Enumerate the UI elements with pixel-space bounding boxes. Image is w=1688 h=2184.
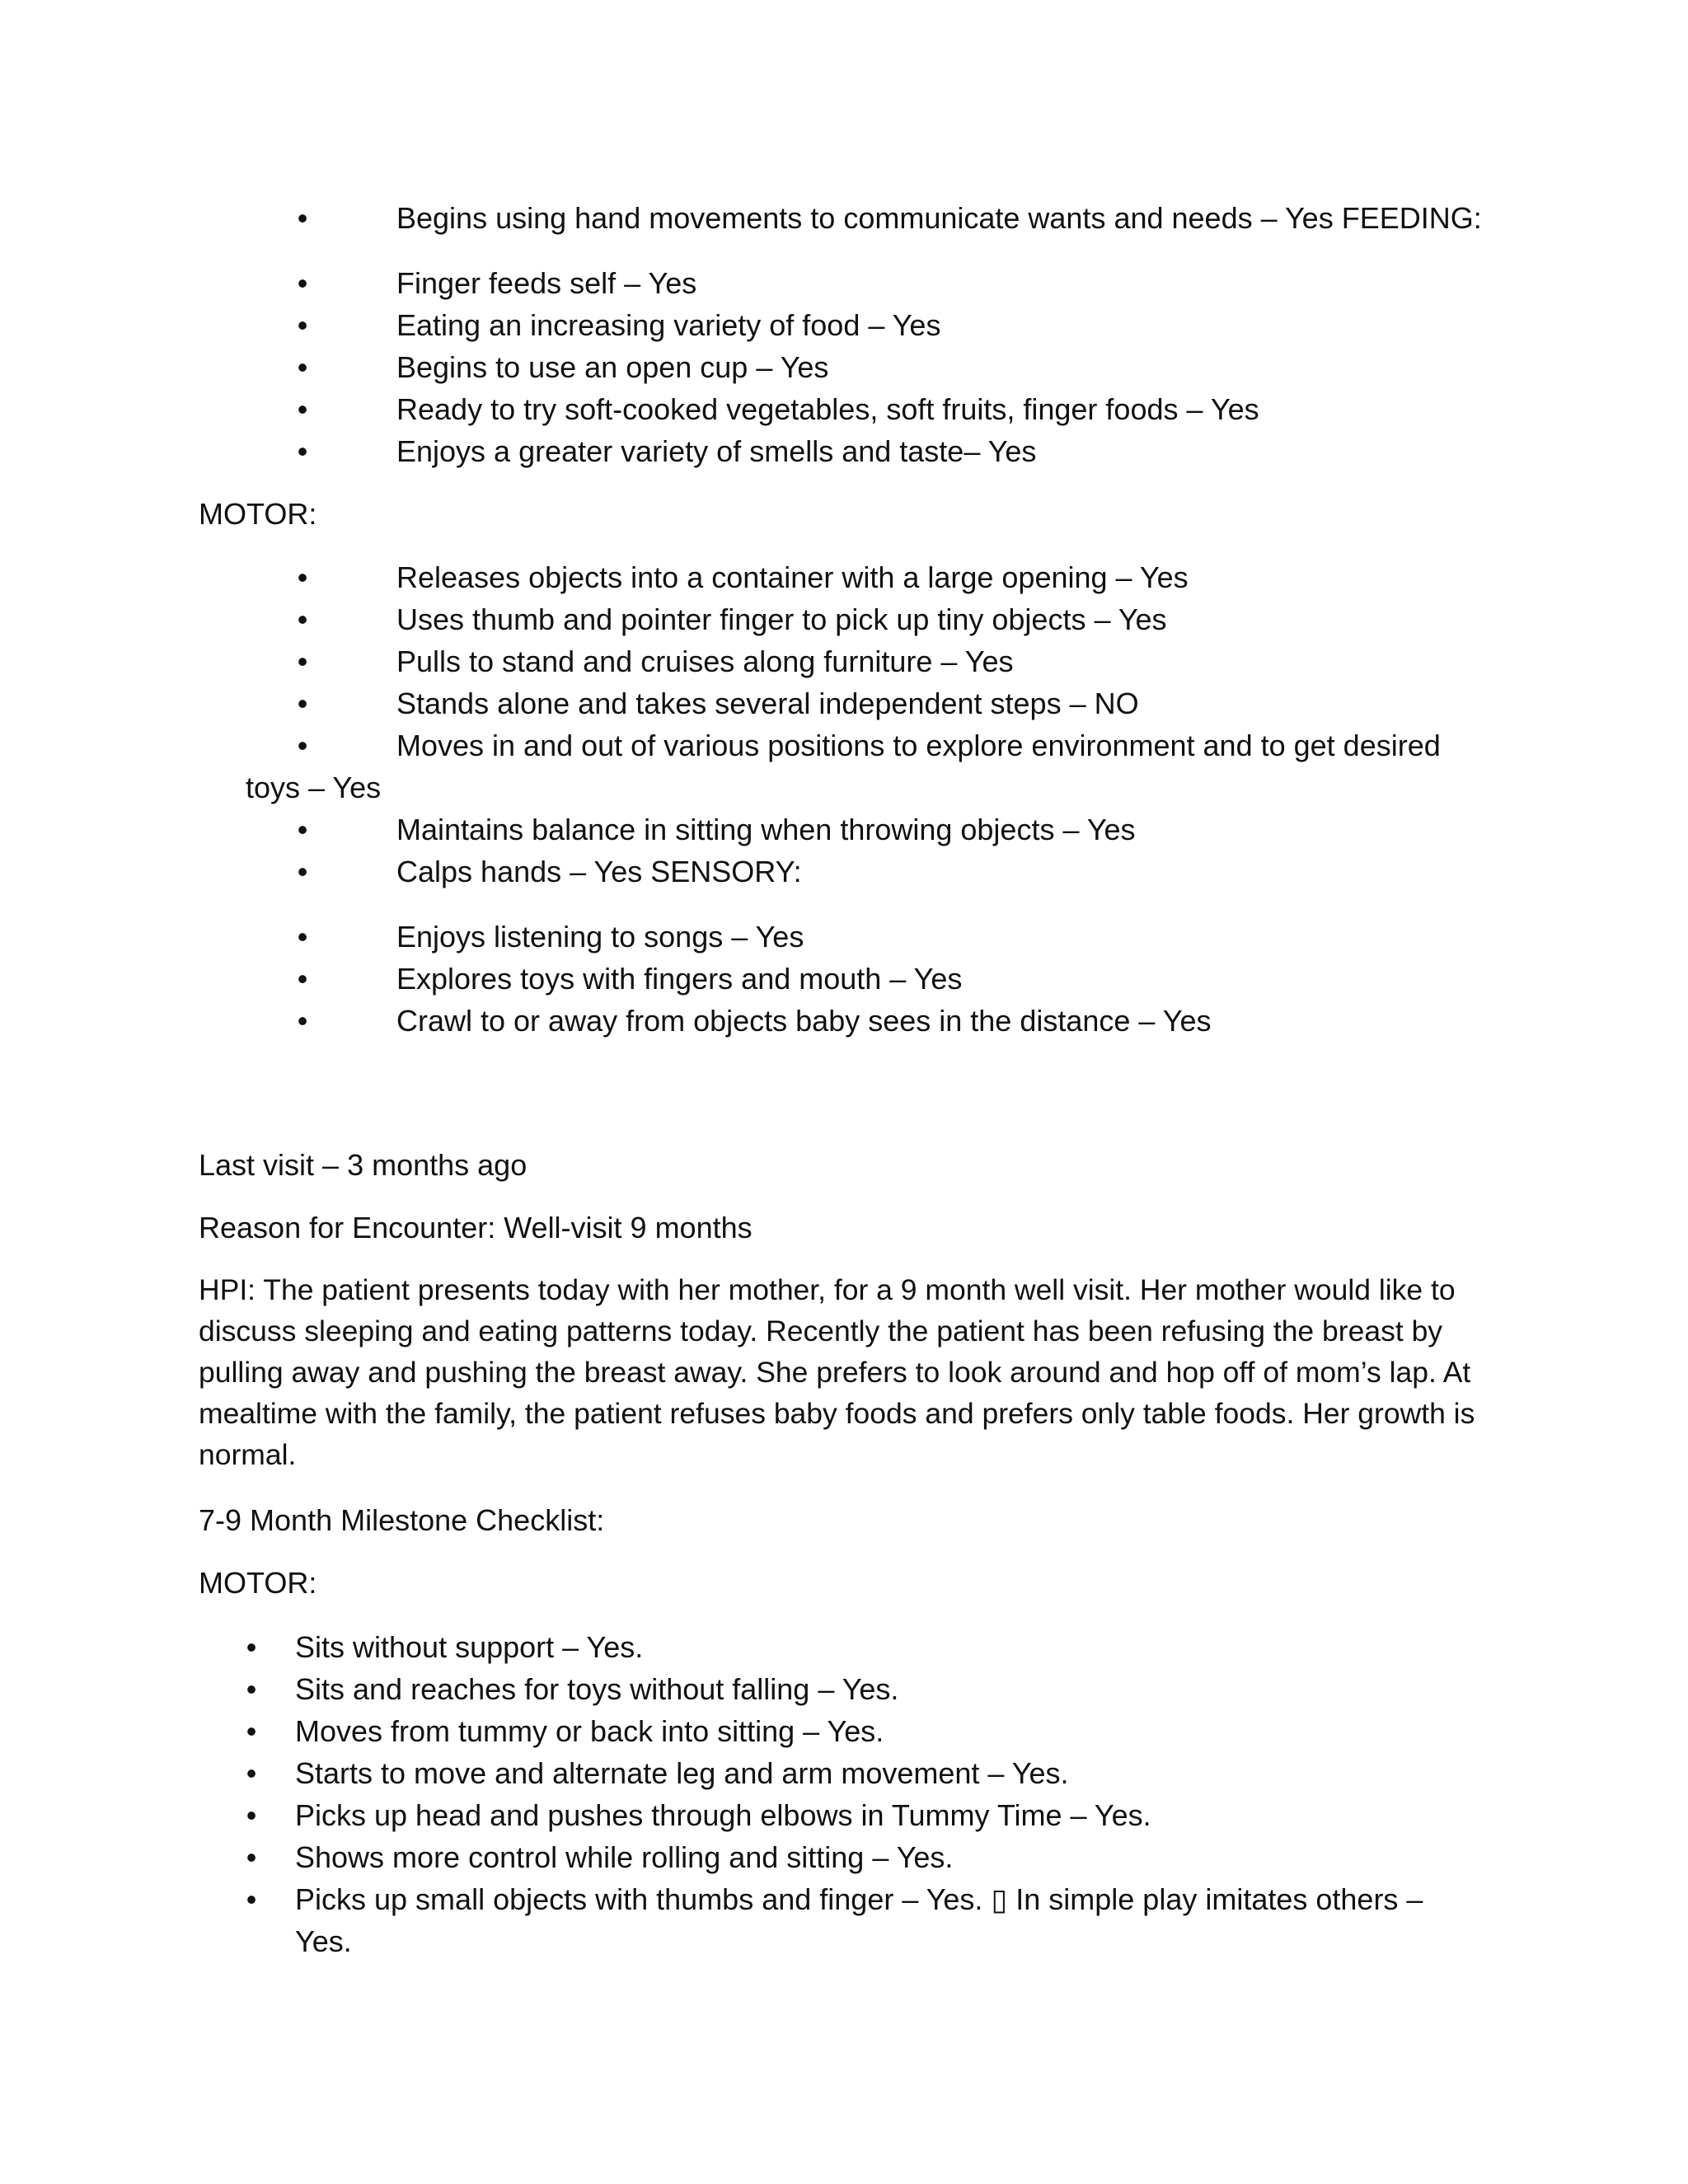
list-item: [0, 916, 1688, 958]
list-item: [0, 1752, 1688, 1794]
list-item: [0, 304, 1688, 346]
list-item-text: Maintains balance in sitting when throwing objects – Yes: [396, 813, 1136, 846]
list-item-text: Crawl to or away from objects baby sees in the distance – Yes: [396, 1004, 1212, 1038]
list-item: [0, 1878, 1688, 1920]
list-item-continuation: Yes.: [295, 1924, 352, 1958]
list-item-text: Begins using hand movements to communicate wants and needs – Yes FEEDING:: [396, 201, 1482, 235]
section-heading: MOTOR:: [199, 497, 317, 531]
bullet: •: [297, 266, 308, 300]
list-item: [0, 197, 1688, 239]
bullet: •: [297, 729, 308, 762]
list-item-text: Explores toys with fingers and mouth – Yes: [396, 962, 963, 996]
list-item-text: Shows more control while rolling and sitting – Yes.: [295, 1840, 954, 1874]
bullet: •: [297, 962, 308, 996]
list-item-text: Calps hands – Yes SENSORY:: [396, 855, 802, 888]
list-item: [0, 346, 1688, 388]
bullet: •: [297, 308, 308, 342]
bullet: •: [246, 1714, 257, 1748]
list-item: [0, 1794, 1688, 1836]
bullet: •: [297, 602, 308, 636]
bullet: •: [297, 813, 308, 846]
list-item-text: Eating an increasing variety of food – Yes: [396, 308, 941, 342]
bullet: •: [297, 920, 308, 954]
list-item-text: Sits and reaches for toys without falling – Yes.: [295, 1672, 899, 1706]
checklist-title: 7-9 Month Milestone Checklist:: [199, 1503, 605, 1537]
list-item: [0, 556, 1688, 598]
list-item: [0, 1000, 1688, 1042]
bullet: •: [246, 1840, 257, 1874]
list-item-text: Finger feeds self – Yes: [396, 266, 697, 300]
bullet: •: [246, 1672, 257, 1706]
list-item: [0, 724, 1688, 766]
list-item: [0, 808, 1688, 851]
list-item: [0, 430, 1688, 472]
list-item: [0, 598, 1688, 640]
list-item-text: Releases objects into a container with a large opening – Yes: [396, 560, 1189, 594]
bullet: •: [246, 1798, 257, 1832]
list-item-text: Moves in and out of various positions to explore environment and to get desired: [396, 729, 1441, 762]
reason-for-encounter: Reason for Encounter: Well-visit 9 months: [199, 1211, 753, 1244]
list-item-text: Sits without support – Yes.: [295, 1630, 644, 1664]
list-item-continuation: toys – Yes: [246, 771, 382, 804]
bullet: •: [297, 392, 308, 426]
bullet: •: [297, 201, 308, 235]
list-item-text: Begins to use an open cup – Yes: [396, 350, 829, 384]
list-item: [0, 1836, 1688, 1878]
bullet: •: [297, 687, 308, 720]
list-item-text: Ready to try soft-cooked vegetables, soft fruits, finger foods – Yes: [396, 392, 1259, 426]
list-item: [0, 262, 1688, 304]
bullet: •: [246, 1756, 257, 1790]
list-item: [0, 1710, 1688, 1752]
bullet: •: [297, 644, 308, 678]
bullet: •: [246, 1630, 257, 1664]
list-item-text: Uses thumb and pointer finger to pick up tiny objects – Yes: [396, 602, 1167, 636]
list-item: [0, 1626, 1688, 1668]
list-item-text: Picks up small objects with thumbs and finger – Yes. ▯ In simple play imitates others –: [295, 1882, 1423, 1916]
bullet: •: [297, 1004, 308, 1038]
list-item-text: Pulls to stand and cruises along furniture – Yes: [396, 644, 1014, 678]
list-item-text: Stands alone and takes several independent steps – NO: [396, 687, 1139, 720]
list-item-text: Picks up head and pushes through elbows in Tummy Time – Yes.: [295, 1798, 1151, 1832]
bullet: •: [297, 560, 308, 594]
bullet: •: [297, 350, 308, 384]
list-item: [0, 388, 1688, 430]
hpi-paragraph: HPI: The patient presents today with her mother, for a 9 month well visit. Her mother would like to discuss sleeping and eating patterns today. Recently the patient has been refusing the breast by pulling away and pushing the breast away. She prefers to look around and hop off of mom’s lap. At mealtime with the family, the patient refuses baby foods and prefers only table foods. Her growth is normal.: [199, 1273, 1475, 1471]
last-visit: Last visit – 3 months ago: [199, 1148, 528, 1182]
list-item-text: Enjoys a greater variety of smells and taste– Yes: [396, 434, 1037, 468]
list-item-text: Starts to move and alternate leg and arm movement – Yes.: [295, 1756, 1069, 1790]
section-heading: MOTOR:: [199, 1566, 317, 1600]
list-item: [0, 640, 1688, 682]
bullet: •: [297, 434, 308, 468]
bullet: •: [246, 1882, 257, 1916]
list-item-text: Enjoys listening to songs – Yes: [396, 920, 804, 954]
list-item: [0, 1668, 1688, 1710]
list-item-text: Moves from tummy or back into sitting – Yes.: [295, 1714, 884, 1748]
list-item: [0, 851, 1688, 893]
list-item: [0, 958, 1688, 1000]
bullet: •: [297, 855, 308, 888]
list-item: [0, 682, 1688, 724]
